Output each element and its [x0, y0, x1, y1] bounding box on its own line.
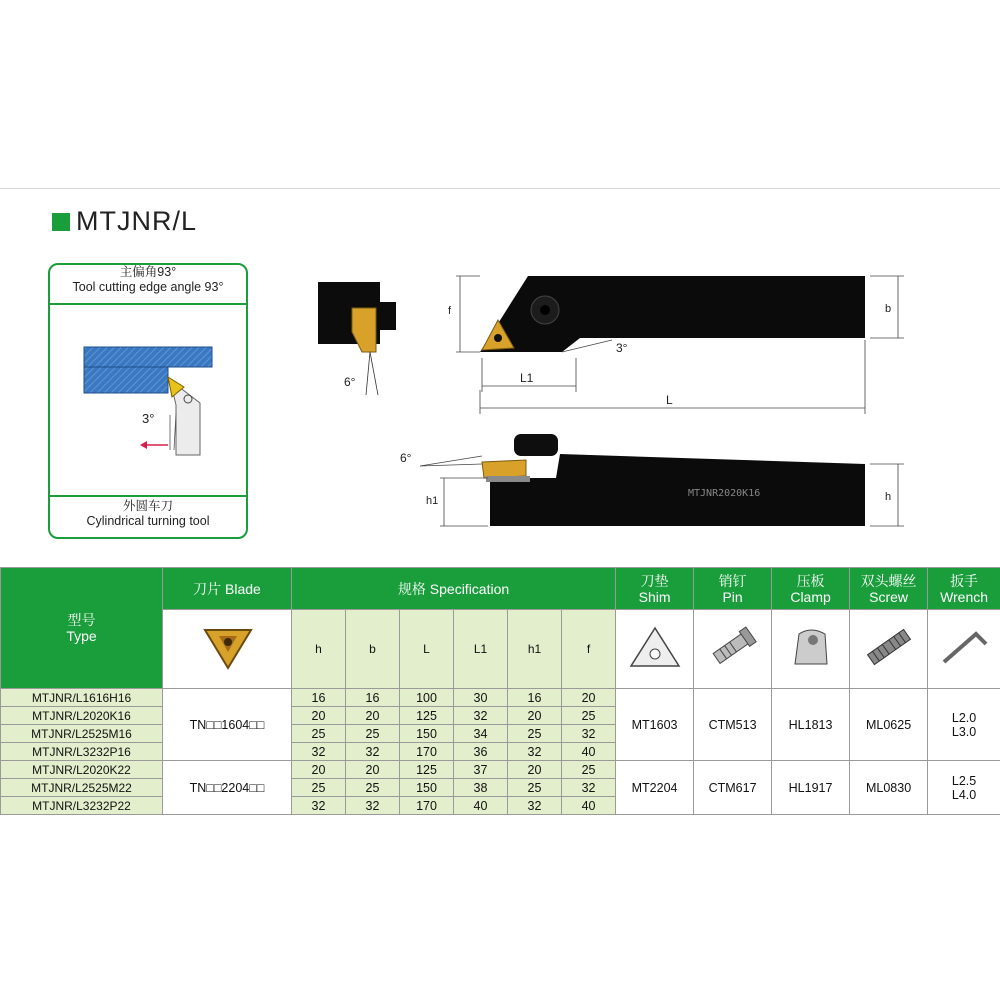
cutting-angle-panel: [48, 263, 248, 539]
end-view: [318, 282, 396, 395]
clamp-header: 压板 Clamp: [772, 568, 850, 610]
end-view-6deg-label: 6°: [344, 375, 356, 389]
type-row-7: MTJNR/L3232P22: [1, 797, 163, 815]
angle-header-cn: 主偏角93°: [119, 265, 177, 279]
angle-footer-cn: 外圆车刀: [122, 499, 173, 513]
specification-table: 型号 Type 刀片 Blade 规格 Specification 刀垫 Shim 销钉 Pin 压板 Clamp 双头螺丝 Screw 扳手 Wrench h b L L1 h1 f MTJNR/L1616H16 TN□□1604□□ 16 16 100 30 16 20 MT1603 CTM513 HL1813 ML0625 L2.0 L3.0 MTJNR/L2020K16 20 20 125 32 20 25 MTJNR/L2525M16 25 25 150 34 25 32 MTJNR/L3232P16 32 32 170 36 32 40 MTJNR/L2020K22 TN□□2204□□ 20 20 125 37 20 25 MT2204 CTM617 HL1917 ML0830 L2.5 L4.0 MTJNR/L2525M22 25 25 150 38 25 32 MTJNR/L3232P22 32 32 170 40 32 40: [0, 567, 1000, 815]
h1-label: h1: [426, 495, 439, 507]
spec-col-h1: h1: [508, 610, 562, 689]
screw-icon: [850, 610, 928, 689]
angle-footer-en: Cylindrical turning tool: [86, 514, 210, 528]
top-divider: [0, 188, 1000, 189]
shim-group-2: MT2204: [616, 761, 694, 815]
f-label: f: [448, 305, 452, 317]
spec-col-f: f: [562, 610, 616, 689]
angle-panel-header: [50, 265, 246, 299]
wrench-icon: [928, 610, 1000, 689]
product-title-text: MTJNR/L: [76, 206, 197, 236]
top-3deg-label: 3°: [616, 341, 628, 355]
side-view: [400, 434, 904, 526]
blade-header: 刀片 Blade: [163, 568, 292, 610]
screw-group-2: ML0830: [850, 761, 928, 815]
turning-diagram: [50, 305, 246, 495]
pin-icon: [694, 610, 772, 689]
clamp-group-2: HL1917: [772, 761, 850, 815]
product-title: [52, 206, 197, 237]
clamp-icon: [772, 610, 850, 689]
blade-group-1: TN□□1604□□: [163, 689, 292, 761]
spec-col-L1: L1: [454, 610, 508, 689]
side-6deg-label: 6°: [400, 451, 412, 465]
wrench-group-1: L2.0 L3.0: [928, 689, 1000, 761]
spec-col-b: b: [346, 610, 400, 689]
pin-group-2: CTM617: [694, 761, 772, 815]
type-row-4: MTJNR/L3232P16: [1, 743, 163, 761]
wrench-header: 扳手 Wrench: [928, 568, 1000, 610]
shim-group-1: MT1603: [616, 689, 694, 761]
wrench-group-2: L2.5 L4.0: [928, 761, 1000, 815]
angle-panel-divider-bottom: [50, 495, 246, 497]
L-label: L: [666, 393, 673, 407]
angle-panel-footer: [50, 499, 246, 535]
workpiece-bottom: [84, 367, 168, 393]
type-row-1: MTJNR/L1616H16: [1, 689, 163, 707]
blade-insert-icon: [163, 610, 292, 689]
pin-header: 销钉 Pin: [694, 568, 772, 610]
spec-col-h: h: [292, 610, 346, 689]
angle-header-en: Tool cutting edge angle 93°: [72, 280, 224, 294]
type-row-3: MTJNR/L2525M16: [1, 725, 163, 743]
shim-icon: [616, 610, 694, 689]
screw-group-1: ML0625: [850, 689, 928, 761]
pin-group-1: CTM513: [694, 689, 772, 761]
type-row-6: MTJNR/L2525M22: [1, 779, 163, 797]
spec-col-L: L: [400, 610, 454, 689]
engraved-model-text: MTJNR2020K16: [688, 488, 761, 499]
shim-header: 刀垫 Shim: [616, 568, 694, 610]
L1-label: L1: [520, 371, 534, 385]
screw-header: 双头螺丝 Screw: [850, 568, 928, 610]
angle-3-label: 3°: [142, 411, 155, 426]
blade-group-2: TN□□2204□□: [163, 761, 292, 815]
h-label: h: [885, 491, 892, 503]
type-header: 型号 Type: [1, 568, 163, 689]
green-square-icon: [52, 213, 70, 231]
top-view: [448, 276, 904, 414]
b-label: b: [885, 303, 892, 315]
workpiece-top: [84, 347, 212, 367]
tool-technical-drawing: [300, 240, 940, 540]
type-row-2: MTJNR/L2020K16: [1, 707, 163, 725]
type-row-5: MTJNR/L2020K22: [1, 761, 163, 779]
spec-header: 规格 Specification: [292, 568, 616, 610]
clamp-group-1: HL1813: [772, 689, 850, 761]
feed-arrowhead-icon: [140, 441, 147, 449]
